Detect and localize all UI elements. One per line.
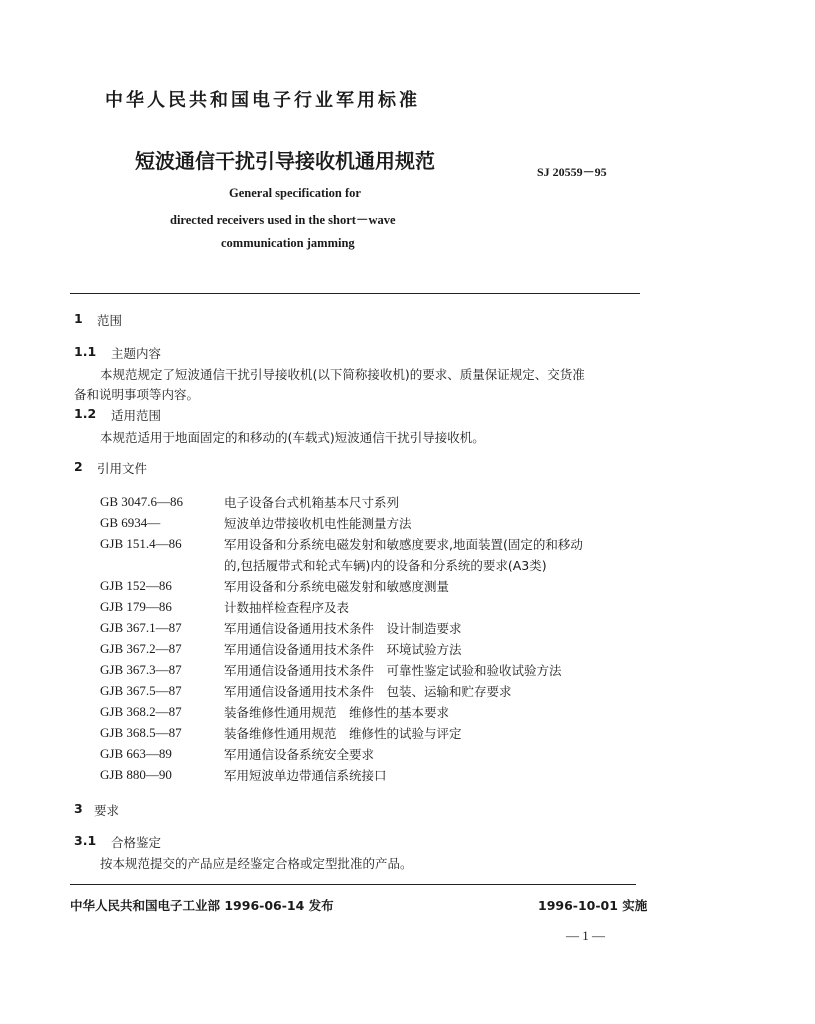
reference-title: 短波单边带接收机电性能测量方法: [224, 515, 412, 531]
reference-title: 的,包括履带式和轮式车辆)内的设备和分系统的要求(A3类): [224, 557, 547, 573]
reference-title: 军用设备和分系统电磁发射和敏感度测量: [224, 578, 450, 594]
reference-row: [100, 743, 583, 764]
reference-row: [100, 701, 583, 722]
reference-row: [100, 575, 583, 596]
standard-code: SJ 20559－95: [537, 165, 607, 179]
reference-title: 军用通信设备通用技术条件 环境试验方法: [224, 641, 462, 657]
reference-row: [100, 659, 583, 680]
reference-title: 军用通信设备通用技术条件 包装、运输和贮存要求: [224, 683, 512, 699]
reference-code: GJB 367.1—87: [100, 619, 182, 635]
section-1-number: 1: [74, 311, 83, 326]
reference-row: [100, 533, 583, 554]
section-1-1-number: 1.1: [74, 344, 97, 359]
reference-row: [100, 680, 583, 701]
section-3-1-title: 合格鉴定: [111, 835, 162, 850]
reference-title: 装备维修性通用规范 维修性的基本要求: [224, 704, 450, 720]
reference-code: GB 3047.6—86: [100, 493, 184, 509]
reference-code: GJB 880—90: [100, 766, 172, 782]
section-2-title: 引用文件: [97, 461, 148, 476]
reference-row: [100, 638, 583, 659]
reference-code: GJB 367.2—87: [100, 640, 182, 656]
reference-row: [100, 554, 583, 575]
reference-row: [100, 512, 583, 533]
document-title-cn: 短波通信干扰引导接收机通用规范: [135, 149, 435, 173]
reference-code: GJB 367.5—87: [100, 682, 182, 698]
reference-title: 军用短波单边带通信系统接口: [224, 767, 387, 783]
title-en-line-2: directed receivers used in the short－wave: [170, 213, 396, 227]
title-en-line-1: General specification for: [229, 186, 361, 200]
reference-row: [100, 596, 583, 617]
reference-code: GJB 152—86: [100, 577, 172, 593]
reference-row: [100, 617, 583, 638]
effective-date: 1996-10-01 实施: [538, 898, 648, 913]
section-1-1-text-cont: 备和说明事项等内容。: [74, 387, 200, 402]
reference-title: 装备维修性通用规范 维修性的试验与评定: [224, 725, 462, 741]
section-3-1-text: 按本规范提交的产品应是经鉴定合格或定型批准的产品。: [100, 856, 413, 871]
reference-row: [100, 764, 583, 785]
reference-code: GJB 179—86: [100, 598, 172, 614]
reference-code: GJB 663—89: [100, 745, 172, 761]
reference-code: GJB 368.5—87: [100, 724, 182, 740]
page-number: — 1 —: [566, 928, 605, 943]
reference-code: GB 6934—: [100, 514, 161, 530]
reference-code: GJB 368.2—87: [100, 703, 182, 719]
reference-title: 军用通信设备系统安全要求: [224, 746, 375, 762]
section-3-number: 3: [74, 801, 83, 816]
title-en-line-3: communication jamming: [221, 236, 355, 250]
standard-header: 中华人民共和国电子行业军用标准: [105, 90, 420, 111]
reference-title: 电子设备台式机箱基本尺寸系列: [224, 494, 400, 510]
section-1-1-title: 主题内容: [111, 346, 162, 361]
reference-title: 军用通信设备通用技术条件 可靠性鉴定试验和验收试验方法: [224, 662, 562, 678]
reference-row: [100, 491, 583, 512]
header-divider: [70, 293, 640, 294]
reference-list: [100, 491, 583, 785]
reference-title: 计数抽样检查程序及表: [224, 599, 350, 615]
section-3-title: 要求: [94, 803, 120, 818]
reference-row: [100, 722, 583, 743]
section-2-number: 2: [74, 459, 83, 474]
reference-title: 军用设备和分系统电磁发射和敏感度要求,地面装置(固定的和移动: [224, 536, 583, 552]
reference-title: 军用通信设备通用技术条件 设计制造要求: [224, 620, 462, 636]
section-1-2-number: 1.2: [74, 406, 97, 421]
reference-code: GJB 367.3—87: [100, 661, 182, 677]
reference-code: GJB 151.4—86: [100, 535, 182, 551]
footer-divider: [70, 884, 636, 885]
section-1-2-text: 本规范适用于地面固定的和移动的(车载式)短波通信干扰引导接收机。: [100, 430, 485, 445]
section-1-2-title: 适用范围: [111, 408, 162, 423]
issue-date: 中华人民共和国电子工业部 1996-06-14 发布: [70, 898, 334, 913]
section-3-1-number: 3.1: [74, 833, 97, 848]
section-1-title: 范围: [97, 313, 123, 328]
section-1-1-text: 本规范规定了短波通信干扰引导接收机(以下简称接收机)的要求、质量保证规定、交货准: [100, 367, 585, 382]
